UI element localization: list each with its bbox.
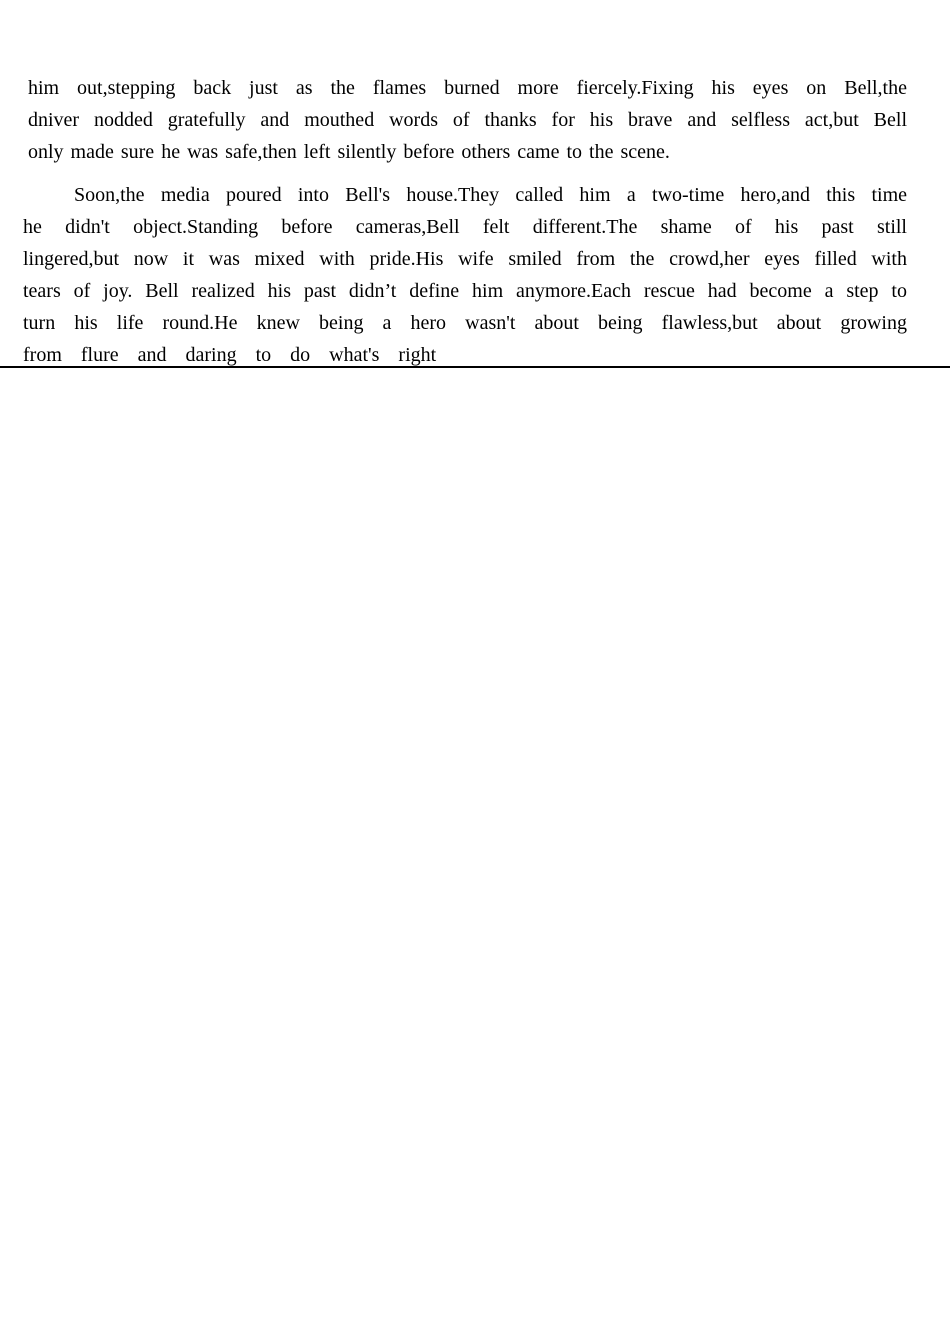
paragraph-soon [23, 179, 907, 371]
paragraph-1-line-2: dniver nodded gratefully and mouthed words of thanks for his brave and selfless act,but Bell [28, 109, 907, 131]
paragraph-2-line-6: from flure and daring to do what's right [23, 344, 437, 366]
paragraph-1-line-3: only made sure he was safe,then left silently before others came to the scene. [28, 141, 670, 163]
horizontal-rule [0, 366, 950, 368]
paragraph-2-line-3: lingered,but now it was mixed with pride.His wife smiled from the crowd,her eyes filled with [23, 248, 907, 270]
paragraph-2-line-4: tears of joy. Bell realized his past didn’t define him anymore.Each rescue had become a step to [23, 280, 907, 302]
paragraph-1-line-1: him out,stepping back just as the flames burned more fiercely.Fixing his eyes on Bell,the [28, 77, 907, 99]
paragraph-continued [28, 72, 907, 168]
paragraph-2-line-1: Soon,the media poured into Bell's house.They called him a two-time hero,and this time [74, 184, 907, 206]
paragraph-2-line-5: turn his life round.He knew being a hero wasn't about being flawless,but about growing [23, 312, 907, 334]
paragraph-2-line-2: he didn't object.Standing before cameras,Bell felt different.The shame of his past still [23, 216, 907, 238]
